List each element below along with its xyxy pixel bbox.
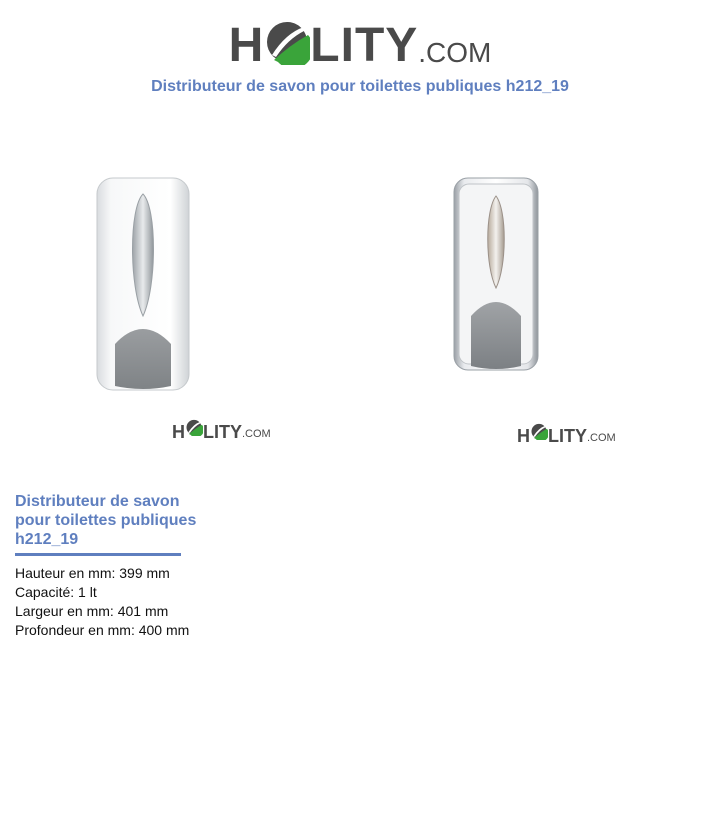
product-specs <box>15 564 189 640</box>
section-title-line: Distributeur de savon <box>15 493 180 510</box>
watermark-domain: .COM <box>242 428 271 440</box>
header-logo-area <box>0 10 720 70</box>
product-image-white-dispenser[interactable] <box>93 176 193 394</box>
image-watermark-logo-2 <box>517 422 616 445</box>
watermark-domain: .COM <box>587 432 616 444</box>
watermark-letter-h: H <box>172 422 185 442</box>
watermark-o-mark-icon <box>530 422 548 445</box>
section-title-line: h212_19 <box>15 531 79 548</box>
logo-letters-lity: LITY <box>310 19 419 72</box>
spec-width: Largeur en mm: 401 mm <box>15 603 169 619</box>
section-divider <box>15 553 181 556</box>
watermark-letter-h: H <box>517 426 530 446</box>
watermark-letters-lity: LITY <box>203 422 242 442</box>
logo-o-mark-icon <box>264 17 310 70</box>
logo-domain: .COM <box>418 37 492 68</box>
brand-logo[interactable] <box>229 17 492 70</box>
section-title-line: pour toilettes publiques <box>15 512 197 529</box>
spec-capacity: Capacité: 1 lt <box>15 584 97 600</box>
product-section-title <box>15 492 215 549</box>
watermark-o-mark-icon <box>185 418 203 441</box>
page-title: Distributeur de savon pour toilettes publiques h212_19 <box>151 78 569 95</box>
logo-letter-h: H <box>228 19 265 72</box>
product-image-chrome-dispenser[interactable] <box>451 176 541 374</box>
spec-depth: Profondeur en mm: 400 mm <box>15 622 190 638</box>
image-watermark-logo-1 <box>172 418 271 441</box>
spec-height: Hauteur en mm: 399 mm <box>15 565 170 581</box>
watermark-letters-lity: LITY <box>548 426 587 446</box>
